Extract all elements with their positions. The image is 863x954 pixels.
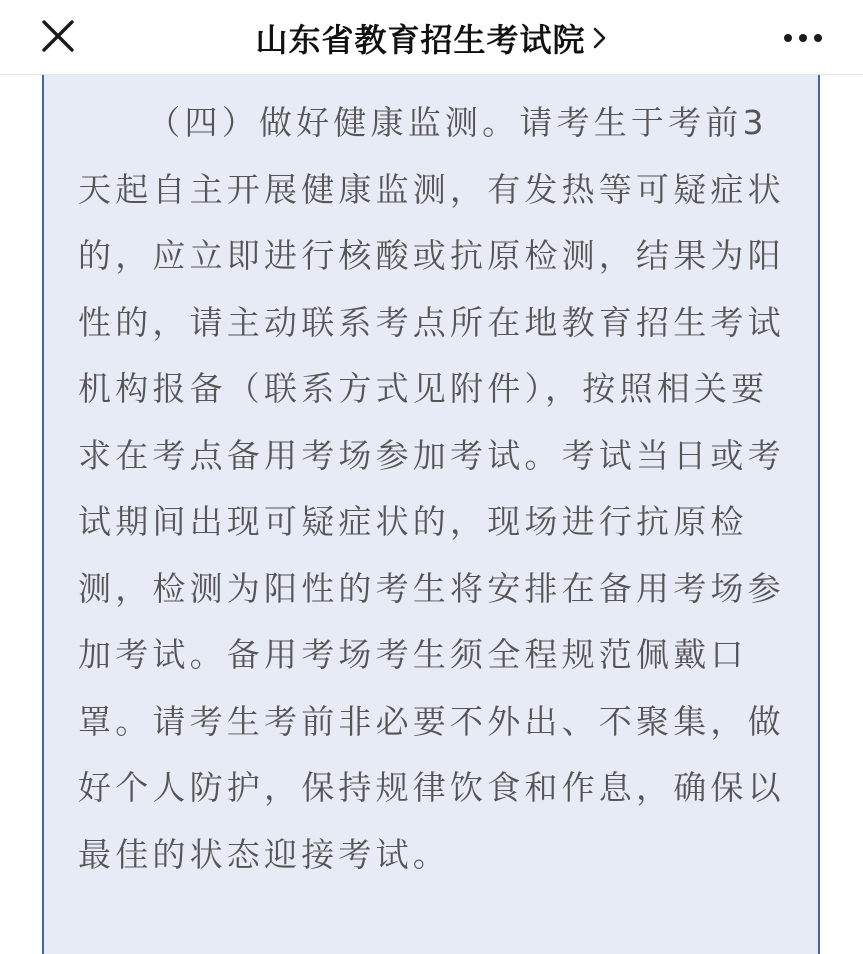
health-monitoring-paragraph: （四）做好健康监测。请考生于考前3天起自主开展健康监测，有发热等可疑症状的，应立即进行核酸或抗原检测，结果为阳性的，请主动联系考点所在地教育招生考试机构报备（联系方式见附件），按照相关要求在考点备用考场参加考试。考试当日或考试期间出现可疑症状的，现场进行抗原检测，检测为阳性的考生将安排在备用考场参加考试。备用考场考生须全程规范佩戴口罩。请考生考前非必要不外出、不聚集，做好个人防护，保持规律饮食和作息，确保以最佳的状态迎接考试。	[78, 103, 785, 874]
chevron-right-icon	[592, 26, 608, 50]
top-nav-bar	[0, 0, 863, 75]
page-title: 山东省教育招生考试院	[255, 20, 586, 59]
close-button[interactable]	[28, 8, 88, 68]
account-title-link[interactable]	[255, 15, 607, 61]
more-horizontal-icon	[783, 29, 823, 48]
close-icon	[41, 19, 75, 57]
article-image-panel	[42, 75, 820, 954]
more-options-button[interactable]	[773, 8, 833, 68]
